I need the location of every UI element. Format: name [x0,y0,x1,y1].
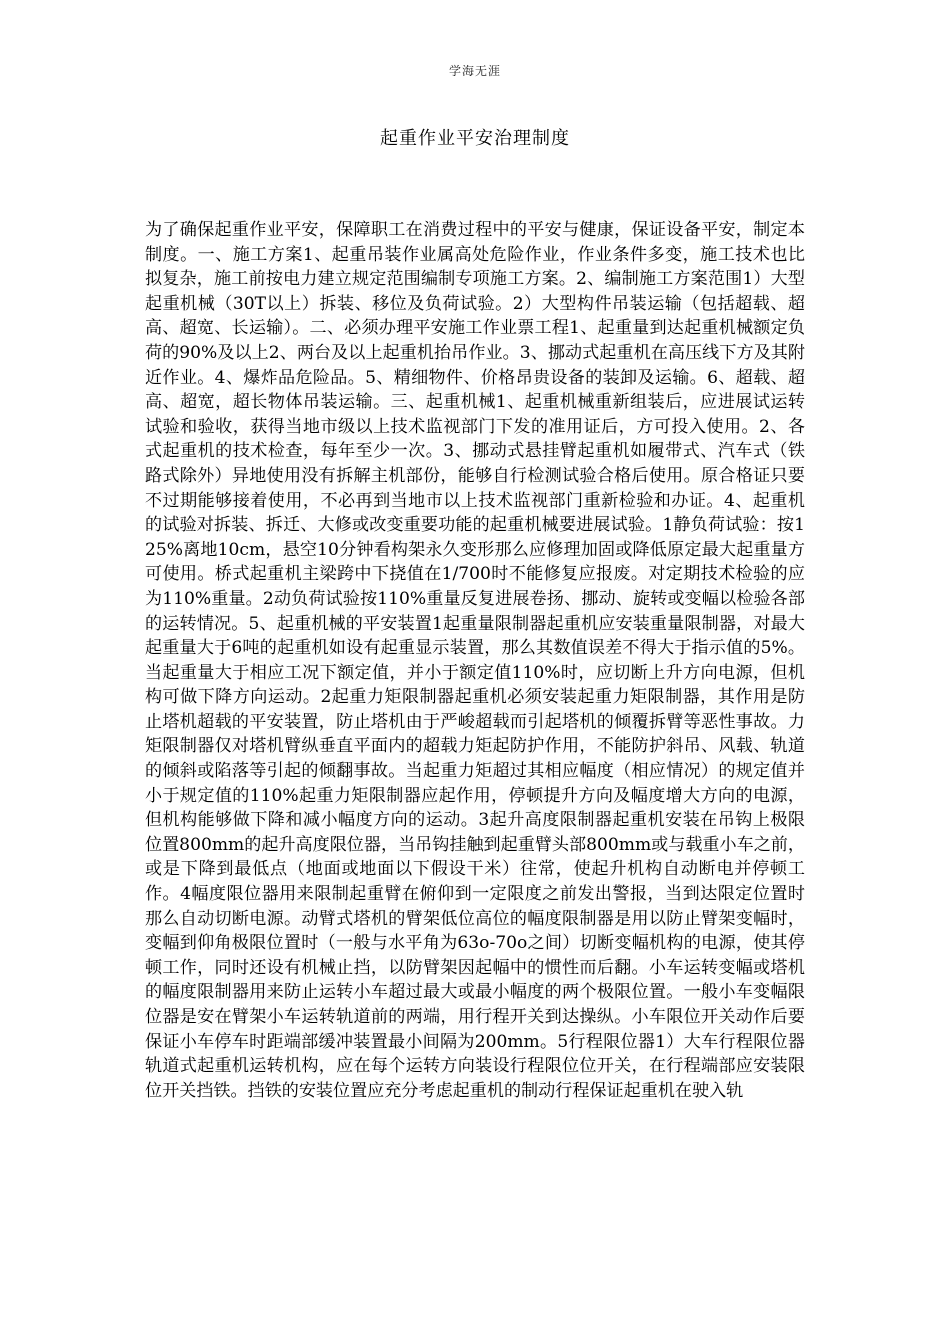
page-header: 学海无涯 [448,64,501,78]
document-title: 起重作业平安治理制度 [380,128,570,149]
document-body: 为了确保起重作业平安，保障职工在消费过程中的平安与健康，保证设备平安，制定本制度。一、施工方案1、起重吊装作业属高处危险作业，作业条件多变，施工技术也比拟复杂，施工前按电力建立规定范围编制专项施工方案。2、编制施工方案范围1）大型起重机械（30T以上）拆装、移位及负荷试验。2）大型构件吊装运输（包括超载、超高、超宽、长运输）。二、必须办理平安施工作业票工程1、起重量到达起重机械额定负荷的90%及以上2、两台及以上起重机抬吊作业。3、挪动式起重机在高压线下方及其附近作业。4、爆炸品危险品。5、精细物件、价格昂贵设备的装卸及运输。6、超载、超高、超宽，超长物体吊装运输。三、起重机械1、起重机械重新组装后，应进展试运转试验和验收，获得当地市级以上技术监视部门下发的准用证后，方可投入使用。2、各式起重机的技术检查，每年至少一次。3、挪动式悬挂臂起重机如履带式、汽车式（铁路式除外）异地使用没有拆解主机部份，能够自行检测试验合格后使用。原合格证只要不过期能够接着使用，不必再到当地市以上技术监视部门重新检验和办证。4、起重机的试验对拆装、拆迁、大修或改变重要功能的起重机械要进展试验。1静负荷试验：按125%离地10cm，悬空10分钟看构架永久变形那么应修理加固或降低原定最大起重量方可使用。桥式起重机主梁跨中下挠值在1/700时不能修复应报废。对定期技术检验的应为110%重量。2动负荷试验按110%重量反复进展卷扬、挪动、旋转或变幅以检验各部的运转情况。5、起重机械的平安装置1起重量限制器起重机应安装重量限制器，对最大起重量大于6吨的起重机如设有起重显示装置，那么其数值误差不得大于指示值的5%。当起重量大于相应工况下额定值，并小于额定值110%时，应切断上升方向电源，但机构可做下降方向运动。2起重力矩限制器起重机必须安装起重力矩限制器，其作用是防止塔机超载的平安装置，防止塔机由于严峻超载而引起塔机的倾覆拆臂等恶性事故。力矩限制器仅对塔机臂纵垂直平面内的超载力矩起防护作用，不能防护斜吊、风载、轨道的倾斜或陷落等引起的倾翻事故。当起重力矩超过其相应幅度（相应情况）的规定值并小于规定值的110%起重力矩限制器应起作用，停顿提升方向及幅度增大方向的电源，但机构能够做下降和减小幅度方向的运动。3起升高度限制器起重机安装在吊钩上极限位置800mm的起升高度限位器，当吊钩挂触到起重臂头部800mm或与载重小车之前，或是下降到最低点（地面或地面以下假设干米）往常，使起升机构自动断电并停顿工作。4幅度限位器用来限制起重臂在俯仰到一定限度之前发出警报，当到达限定位置时那么自动切断电源。动臂式塔机的臂架低位高位的幅度限制器是用以防止臂架变幅时，变幅到仰角极限位置时（一般与水平角为63o-70o之间）切断变幅机构的电源，使其停顿工作，同时还设有机械止挡，以防臂架因起幅中的惯性而后翻。小车运转变幅或塔机的幅度限制器用来防止运转小车超过最大或最小幅度的两个极限位置。一般小车变幅限位器是安在臂架小车运转轨道前的两端，用行程开关到达操纵。小车限位开关动作后要保证小车停车时距端部缓冲装置最小间隔为200mm。5行程限位器1）大车行程限位器轨道式起重机运转机构，应在每个运转方向装设行程限位位开关，在行程端部应安装限位开关挡铁。挡铁的安装位置应充分考虑起重机的制动行程保证起重机在驶入轨 [145,220,805,1101]
